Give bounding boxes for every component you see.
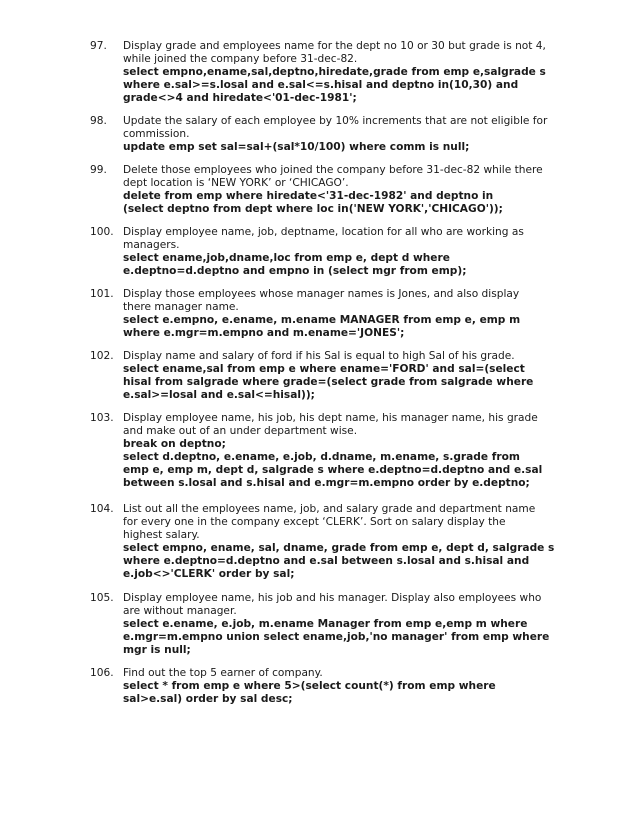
sql-answer-line: hisal from salgrade where grade=(select grade from salgrade where xyxy=(123,376,534,388)
question-number: 98. xyxy=(90,115,107,127)
question-text-line: Display name and salary of ford if his Sal is equal to high Sal of his grade. xyxy=(123,350,515,362)
question-text-line: Display those employees whose manager names is Jones, and also display xyxy=(123,288,520,300)
question-body xyxy=(123,667,563,706)
sql-answer-line: select e.ename, e.job, m.ename Manager from emp e,emp m where xyxy=(123,618,528,630)
question-text-line: Display employee name, his job and his manager. Display also employees who xyxy=(123,592,542,604)
question-body xyxy=(123,40,563,105)
sql-answer-line: e.job<>'CLERK' order by sal; xyxy=(123,568,295,580)
question-body xyxy=(123,226,563,278)
question-text-line: Find out the top 5 earner of company. xyxy=(123,667,323,679)
sql-answer-line: mgr is null; xyxy=(123,644,191,656)
question-number: 101. xyxy=(90,288,114,300)
question-text-line: Display grade and employees name for the dept no 10 or 30 but grade is not 4, xyxy=(123,40,546,52)
question-number: 97. xyxy=(90,40,107,52)
question-number: 104. xyxy=(90,503,114,515)
sql-answer-line: between s.losal and s.hisal and e.mgr=m.empno order by e.deptno; xyxy=(123,477,530,489)
sql-answer-line: select empno,ename,sal,deptno,hiredate,grade from emp e,salgrade s xyxy=(123,66,546,78)
sql-answer-line: break on deptno; xyxy=(123,438,226,450)
question-text-line: there manager name. xyxy=(123,301,239,313)
question-text-line: managers. xyxy=(123,239,180,251)
question-text-line: Delete those employees who joined the company before 31-dec-82 while there xyxy=(123,164,543,176)
question-text-line: Update the salary of each employee by 10% increments that are not eligible for xyxy=(123,115,548,127)
sql-answer-line: sal>e.sal) order by sal desc; xyxy=(123,693,293,705)
question-body xyxy=(123,412,563,490)
question-body xyxy=(123,115,563,154)
sql-answer-line: e.mgr=m.empno union select ename,job,'no manager' from emp where xyxy=(123,631,550,643)
sql-answer-line: select empno, ename, sal, dname, grade from emp e, dept d, salgrade s xyxy=(123,542,555,554)
sql-answer-line: where e.sal>=s.losal and e.sal<=s.hisal and deptno in(10,30) and xyxy=(123,79,519,91)
question-text-line: Display employee name, job, deptname, location for all who are working as xyxy=(123,226,524,238)
sql-answer-line: where e.deptno=d.deptno and e.sal between s.losal and s.hisal and xyxy=(123,555,530,567)
question-number: 106. xyxy=(90,667,114,679)
question-text-line: while joined the company before 31-dec-82. xyxy=(123,53,358,65)
question-text-line: highest salary. xyxy=(123,529,200,541)
question-text-line: dept location is ‘NEW YORK’ or ‘CHICAGO’. xyxy=(123,177,349,189)
question-number: 105. xyxy=(90,592,114,604)
sql-answer-line: e.deptno=d.deptno and empno in (select mgr from emp); xyxy=(123,265,467,277)
question-text-line: Display employee name, his job, his dept name, his manager name, his grade xyxy=(123,412,538,424)
question-body xyxy=(123,350,563,402)
question-text-line: for every one in the company except ‘CLERK’. Sort on salary display the xyxy=(123,516,506,528)
sql-answer-line: (select deptno from dept where loc in('NEW YORK','CHICAGO')); xyxy=(123,203,503,215)
sql-answer-line: update emp set sal=sal+(sal*10/100) where comm is null; xyxy=(123,141,470,153)
question-number: 100. xyxy=(90,226,114,238)
question-text-line: and make out of an under department wise. xyxy=(123,425,358,437)
question-text-line: List out all the employees name, job, and salary grade and department name xyxy=(123,503,536,515)
sql-answer-line: where e.mgr=m.empno and m.ename='JONES'; xyxy=(123,327,405,339)
sql-answer-line: delete from emp where hiredate<'31-dec-1982' and deptno in xyxy=(123,190,494,202)
question-number: 103. xyxy=(90,412,114,424)
sql-answer-line: select ename,job,dname,loc from emp e, dept d where xyxy=(123,252,450,264)
question-number: 102. xyxy=(90,350,114,362)
question-number: 99. xyxy=(90,164,107,176)
sql-answer-line: select * from emp e where 5>(select count(*) from emp where xyxy=(123,680,496,692)
question-body xyxy=(123,592,563,657)
sql-answer-line: grade<>4 and hiredate<'01-dec-1981'; xyxy=(123,92,357,104)
question-text-line: are without manager. xyxy=(123,605,237,617)
sql-answer-line: select e.empno, e.ename, m.ename MANAGER from emp e, emp m xyxy=(123,314,521,326)
question-body xyxy=(123,503,563,581)
sql-answer-line: e.sal>=losal and e.sal<=hisal)); xyxy=(123,389,315,401)
question-body xyxy=(123,164,563,216)
sql-answer-line: select d.deptno, e.ename, e.job, d.dname, m.ename, s.grade from xyxy=(123,451,520,463)
question-body xyxy=(123,288,563,340)
question-text-line: commission. xyxy=(123,128,190,140)
sql-answer-line: select ename,sal from emp e where ename='FORD' and sal=(select xyxy=(123,363,525,375)
sql-answer-line: emp e, emp m, dept d, salgrade s where e.deptno=d.deptno and e.sal xyxy=(123,464,543,476)
